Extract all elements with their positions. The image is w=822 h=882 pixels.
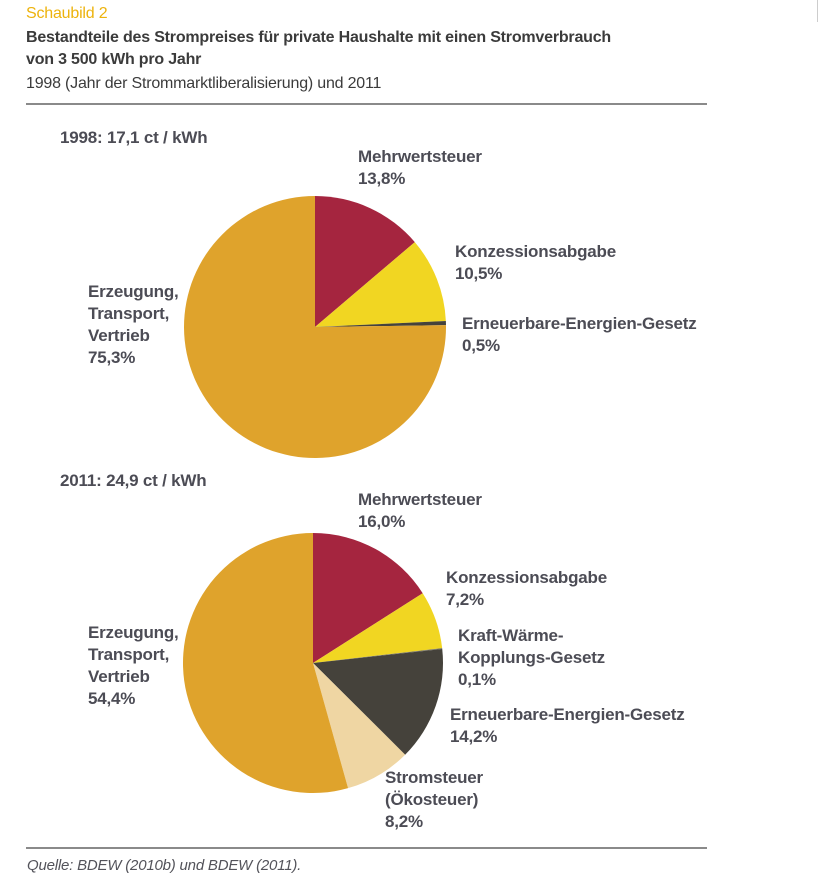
label-1998-eeg bbox=[462, 313, 697, 357]
label-value: 54,4% bbox=[88, 689, 136, 708]
label-text: Mehrwertsteuer bbox=[358, 147, 482, 166]
label-text: Erzeugung, bbox=[88, 282, 179, 301]
chart-subtitle: 1998 (Jahr der Strommarktliberalisierung) und 2011 bbox=[26, 75, 382, 92]
label-text: Mehrwertsteuer bbox=[358, 490, 482, 509]
pie-2011 bbox=[183, 533, 443, 793]
figure-number-label: Schaubild 2 bbox=[26, 5, 108, 22]
label-value: 14,2% bbox=[450, 727, 498, 746]
label-text: Konzessionsabgabe bbox=[446, 568, 607, 587]
pie-1998-title: 1998: 17,1 ct / kWh bbox=[60, 128, 208, 147]
label-text: Erneuerbare-Energien-Gesetz bbox=[450, 705, 685, 724]
label-text: Konzessionsabgabe bbox=[455, 242, 616, 261]
label-value: 10,5% bbox=[455, 264, 503, 283]
label-text: Kraft-Wärme- bbox=[458, 626, 564, 645]
label-1998-mehrwertsteuer bbox=[358, 146, 482, 190]
pie-1998 bbox=[184, 196, 446, 458]
label-text: Transport, bbox=[88, 304, 170, 323]
label-2011-mehrwertsteuer bbox=[358, 489, 482, 533]
label-value: 0,5% bbox=[462, 336, 500, 355]
label-2011-eeg bbox=[450, 704, 685, 748]
label-text: Erzeugung, bbox=[88, 623, 179, 642]
label-1998-erzeugung bbox=[88, 281, 179, 369]
label-value: 7,2% bbox=[446, 590, 484, 609]
label-text: Erneuerbare-Energien-Gesetz bbox=[462, 314, 697, 333]
footer-divider bbox=[26, 847, 707, 849]
label-value: 13,8% bbox=[358, 169, 406, 188]
chart-title-line1: Bestandteile des Strompreises für private Haushalte mit einen Stromverbrauch bbox=[26, 29, 611, 46]
label-value: 8,2% bbox=[385, 812, 423, 831]
source-note: Quelle: BDEW (2010b) und BDEW (2011). bbox=[27, 857, 302, 874]
label-text: Transport, bbox=[88, 645, 170, 664]
label-2011-erzeugung bbox=[88, 622, 179, 710]
label-value: 16,0% bbox=[358, 512, 406, 531]
pie-2011-title: 2011: 24,9 ct / kWh bbox=[60, 471, 207, 490]
label-2011-konzessionsabgabe bbox=[446, 567, 607, 611]
label-2011-stromsteuer bbox=[385, 767, 483, 833]
label-value: 0,1% bbox=[458, 670, 496, 689]
chart-title-line2: von 3 500 kWh pro Jahr bbox=[26, 51, 202, 68]
label-2011-kwk-gesetz bbox=[458, 625, 605, 691]
label-text: Vertrieb bbox=[88, 667, 150, 686]
label-text: Stromsteuer bbox=[385, 768, 483, 787]
label-text: Kopplungs-Gesetz bbox=[458, 648, 605, 667]
label-1998-konzessionsabgabe bbox=[455, 241, 616, 285]
label-text: (Ökosteuer) bbox=[385, 790, 479, 809]
label-text: Vertrieb bbox=[88, 326, 150, 345]
label-value: 75,3% bbox=[88, 348, 136, 367]
